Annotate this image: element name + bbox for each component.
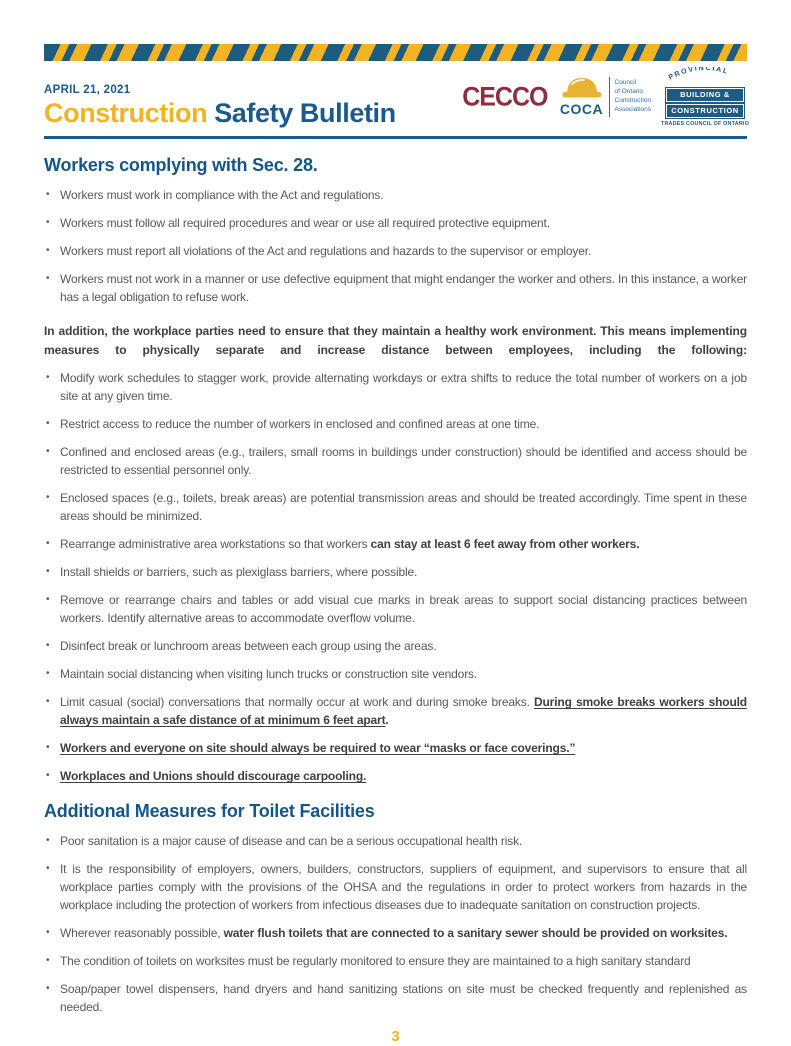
coca-caption-line: Construction <box>614 97 651 104</box>
bullet-text <box>60 244 591 258</box>
bullet-item <box>44 186 747 204</box>
bullet-text <box>60 639 436 653</box>
document-body <box>44 155 747 1016</box>
bullet-item <box>44 443 747 479</box>
bullet-marker-icon: • <box>46 273 50 284</box>
bullet-text <box>60 982 747 1014</box>
bullet-marker-icon: • <box>46 863 50 875</box>
page-footer <box>44 1028 747 1046</box>
bullet-marker-icon: • <box>46 245 50 256</box>
coca-caption-line: Council <box>614 79 637 87</box>
text-run: Restrict access to reduce the number of workers in enclosed and confined areas at one time. <box>60 417 540 432</box>
bullet-marker-icon: • <box>46 955 50 967</box>
provincial-box-building: BUILDING & <box>666 88 744 102</box>
intro-paragraph <box>44 322 747 359</box>
bullet-item <box>44 952 747 970</box>
bullet-text <box>60 565 417 579</box>
section-heading: Workers complying with Sec. 28. <box>44 155 318 175</box>
bullet-marker-icon: • <box>46 538 50 550</box>
coca-caption-line: Associations <box>614 105 651 113</box>
bullet-item <box>44 415 747 433</box>
bullet-item <box>44 369 747 405</box>
text-run: Remove or rearrange chairs and tables or add visual cue marks in break areas to support social distancing practices between workers. Identify alternative areas to accommodate overflow volume. <box>60 593 747 626</box>
bullet-text <box>60 188 383 202</box>
bullet-marker-icon: • <box>46 835 50 847</box>
bullet-text <box>60 926 727 940</box>
hard-hat-icon <box>560 77 604 104</box>
text-run: Limit casual (social) conversations that normally occur at work and during smoke breaks. <box>60 695 534 710</box>
bullet-item <box>44 637 747 655</box>
bullet-item <box>44 591 747 627</box>
bullet-text <box>60 371 747 403</box>
section-heading: Additional Measures for Toilet Facilities <box>44 801 375 822</box>
bullet-item <box>44 739 747 757</box>
bullet-marker-icon: • <box>46 189 50 200</box>
bullet-marker-icon: • <box>46 668 50 680</box>
title-words-safety-bulletin: Safety Bulletin <box>214 98 396 129</box>
bullet-item <box>44 214 747 232</box>
provincial-box-construction: CONSTRUCTION <box>666 104 744 118</box>
bullet-item <box>44 767 747 785</box>
text-run: Poor sanitation is a major cause of disease and can be a serious occupational health risk. <box>60 834 523 849</box>
header-divider-rule <box>44 136 747 139</box>
bullet-marker-icon: • <box>46 418 50 430</box>
coca-logo-divider <box>609 77 610 117</box>
bullet-text <box>60 769 366 783</box>
text-run: Confined and enclosed areas (e.g., trailers, small rooms in buildings under construction) should be identified and access should be restricted to essential personnel only. <box>60 445 747 478</box>
bullet-list <box>44 369 747 785</box>
bullet-text <box>60 862 747 912</box>
svg-text:PROVINCIAL: PROVINCIAL <box>666 67 731 81</box>
bullet-marker-icon: • <box>46 770 50 782</box>
bullet-marker-icon: • <box>46 742 50 754</box>
text-run: Disinfect break or lunchroom areas between each group using the areas. <box>60 639 437 654</box>
text-run: Wherever reasonably possible, <box>60 926 224 941</box>
bullet-marker-icon: • <box>46 372 50 384</box>
text-run: Workers must follow all required procedures and wear or use all required protective equipment. <box>60 216 550 230</box>
bullet-marker-icon: • <box>46 983 50 995</box>
bullet-marker-icon: • <box>46 927 50 939</box>
bullet-item <box>44 832 747 850</box>
bullet-text <box>60 954 691 968</box>
provincial-trades-council-logo <box>660 67 750 127</box>
text-run: water flush toilets that are connected to a sanitary sewer should be provided on worksites. <box>223 926 728 941</box>
bullet-text <box>60 593 747 625</box>
bullet-item <box>44 860 747 914</box>
bullet-marker-icon: • <box>46 696 50 708</box>
coca-caption-line: of Ontario <box>614 88 644 96</box>
text-run: Modify work schedules to stagger work, provide alternating workdays or extra shifts to reduce the total number of workers on a job site at any given time. <box>60 371 747 404</box>
text-run: Enclosed spaces (e.g., toilets, break areas) are potential transmission areas and should be treated accordingly. Time spent in these areas should be minimized. <box>60 491 747 524</box>
text-run: Maintain social distancing when visiting lunch trucks or construction site vendors. <box>60 667 478 682</box>
bullet-text <box>60 667 477 681</box>
bullet-marker-icon: • <box>46 217 50 228</box>
cecco-logo: CECCO <box>462 81 548 112</box>
bullet-marker-icon: • <box>46 566 50 578</box>
bullet-marker-icon: • <box>46 594 50 606</box>
bullet-item <box>44 693 747 729</box>
page-title <box>44 99 396 129</box>
masthead <box>44 84 396 129</box>
issue-date: APRIL 21, 2021 <box>44 83 131 96</box>
bullet-item <box>44 980 747 1016</box>
bullet-item <box>44 489 747 525</box>
text-run: Install shields or barriers, such as plexiglass barriers, where possible. <box>60 565 418 580</box>
bullet-text <box>60 491 747 523</box>
text-run: can stay at least 6 feet away from other workers. <box>370 537 640 552</box>
text-run: Soap/paper towel dispensers, hand dryers and hand sanitizing stations on site must be checked frequently and replenished as needed. <box>60 982 747 1015</box>
text-run: In addition, the workplace parties need to ensure that they maintain a healthy work environment. This means implementing measures to physically separate and increase distance between employees, including the following: <box>44 324 747 357</box>
bullet-text <box>60 272 747 304</box>
bullet-item <box>44 242 747 260</box>
text-run: During smoke breaks workers should always maintain a safe distance of at minimum 6 feet apart <box>60 695 747 728</box>
bullet-marker-icon: • <box>46 446 50 458</box>
text-run: Workers and everyone on site should always be required to wear “masks or face coverings.” <box>60 741 576 756</box>
bullet-marker-icon: • <box>46 492 50 504</box>
bullet-item <box>44 535 747 553</box>
text-run: Workplaces and Unions should discourage carpooling. <box>60 769 367 784</box>
coca-logo-caption <box>615 79 652 114</box>
title-word-construction: Construction <box>44 98 208 129</box>
bullet-text <box>60 417 539 431</box>
provincial-sub-text: TRADES COUNCIL OF ONTARIO <box>660 121 750 127</box>
coca-logo <box>560 77 652 117</box>
text-run: The condition of toilets on worksites must be regularly monitored to ensure they are maintained to a high sanitary standard <box>60 954 691 969</box>
coca-logo-left <box>560 77 604 117</box>
bullet-item <box>44 924 747 942</box>
logo-row <box>462 67 750 129</box>
text-run: Rearrange administrative area workstations so that workers <box>60 537 371 552</box>
bullet-text <box>60 834 522 848</box>
bullet-item <box>44 665 747 683</box>
page-header <box>44 67 750 129</box>
bullet-list <box>44 832 747 1016</box>
bullet-text <box>60 695 747 727</box>
bullet-item <box>44 270 747 306</box>
bullet-text <box>60 741 575 755</box>
text-run: . <box>385 713 389 728</box>
page-number: 3 <box>391 1028 400 1046</box>
bullet-text <box>60 216 550 230</box>
bullet-text <box>60 445 747 477</box>
bullet-item <box>44 563 747 581</box>
coca-abbr-text: COCA <box>559 101 604 117</box>
text-run: Workers must work in compliance with the Act and regulations. <box>60 188 384 202</box>
hazard-stripe-banner <box>44 44 747 61</box>
bullet-list <box>44 186 747 306</box>
text-run: Workers must not work in a manner or use defective equipment that might endanger the worker and others. In this instance, a worker has a legal obligation to refuse work. <box>60 272 747 304</box>
text-run: Workers must report all violations of the Act and regulations and hazards to the supervisor or employer. <box>60 244 592 258</box>
text-run: It is the responsibility of employers, owners, builders, constructors, suppliers of equipment, and supervisors to ensure that all workplace parties comply with the provisions of the OHSA and the regulations in order to protect workers from hazards in the workplace including the protection of workers from infectious diseases due to inadequate sanitation on construction projects. <box>60 862 747 913</box>
bullet-text <box>60 537 639 551</box>
provincial-arc-text-icon <box>664 67 746 86</box>
bullet-marker-icon: • <box>46 640 50 652</box>
